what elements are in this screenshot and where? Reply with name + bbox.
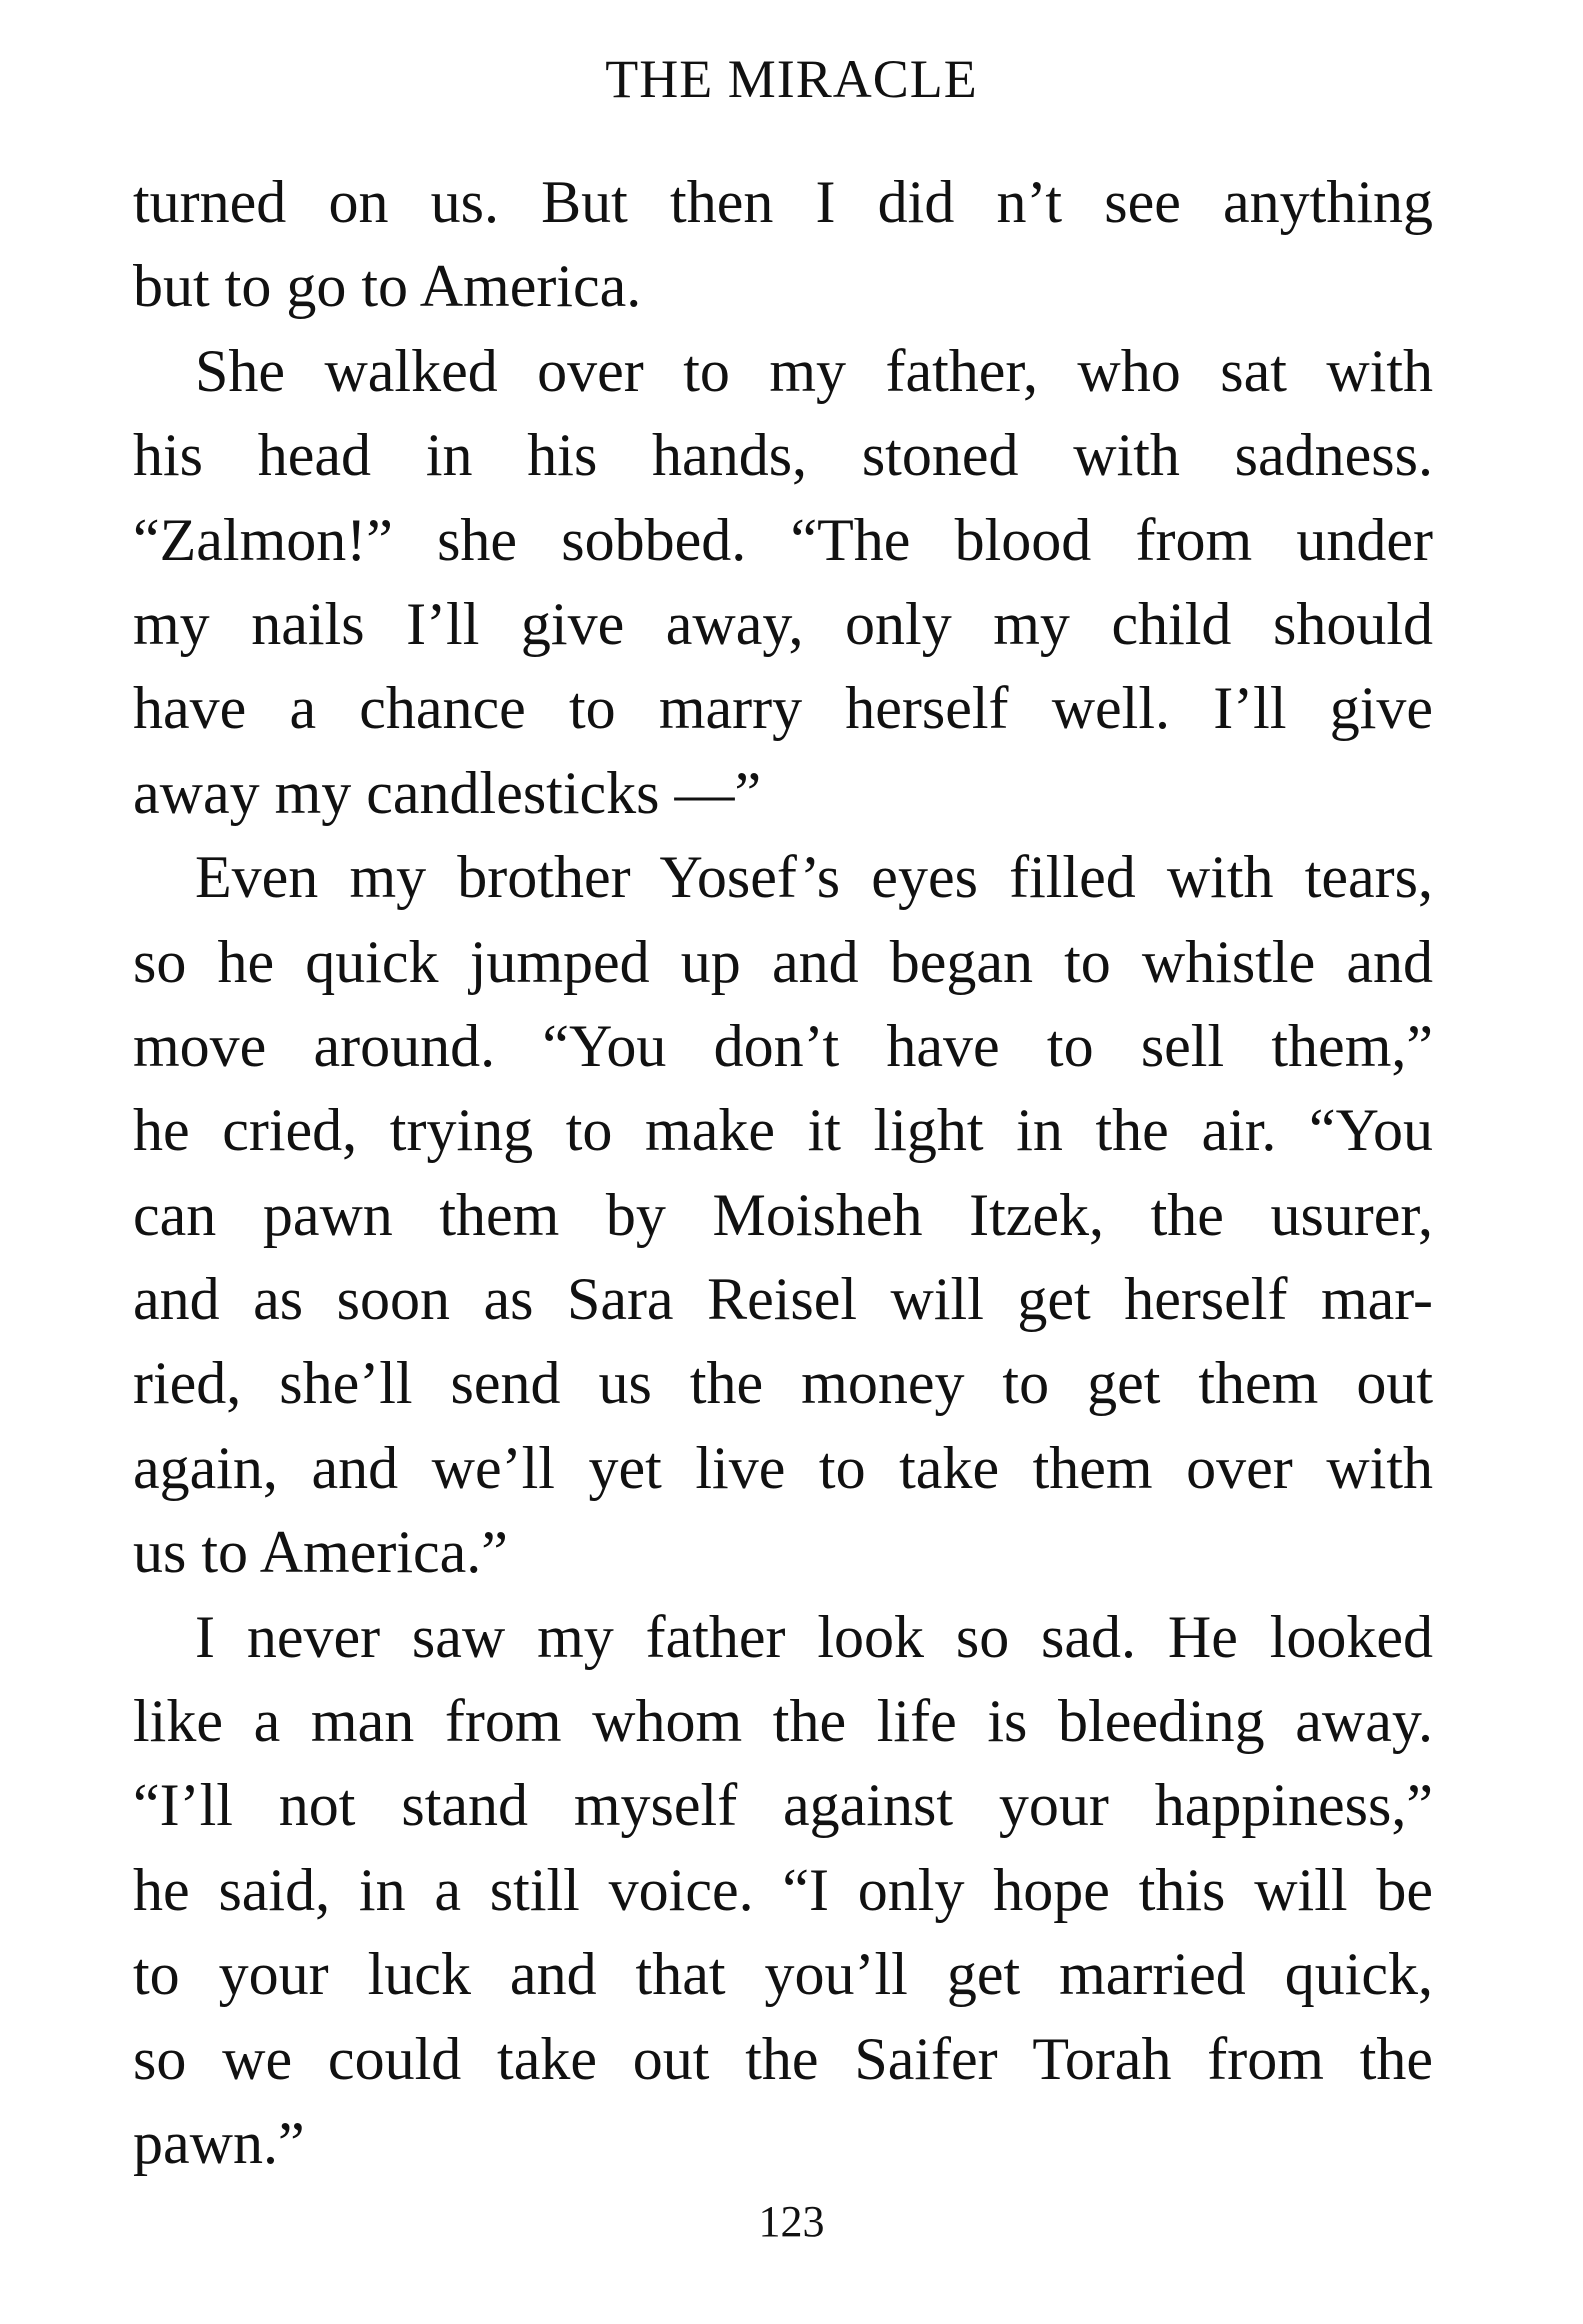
- text-line: and as soon as Sara Reisel will get herself mar-: [133, 1266, 1433, 1333]
- text-line: away my candlesticks —”: [133, 759, 762, 826]
- text-line: so he quick jumped up and began to whistle and: [133, 928, 1433, 995]
- text-line: he said, in a still voice. “I only hope this will be: [133, 1856, 1433, 1923]
- text-line: move around. “You don’t have to sell them,”: [133, 1012, 1433, 1079]
- text-line: his head in his hands, stoned with sadness.: [133, 422, 1433, 489]
- running-head: THE MIRACLE: [605, 49, 978, 109]
- text-line: can pawn them by Moisheh Itzek, the usurer,: [133, 1181, 1433, 1248]
- body-text: [133, 160, 1433, 2185]
- text-line: have a chance to marry herself well. I’ll give: [133, 675, 1433, 742]
- text-line: but to go to America.: [133, 253, 642, 320]
- text-line: She walked over to my father, who sat with: [195, 337, 1433, 404]
- text-line: “Zalmon!” she sobbed. “The blood from under: [133, 506, 1433, 573]
- text-line: like a man from whom the life is bleeding away.: [133, 1688, 1433, 1755]
- text-line: so we could take out the Saifer Torah from the: [133, 2025, 1433, 2092]
- text-line: “I’ll not stand myself against your happiness,”: [133, 1772, 1433, 1839]
- text-line: ried, she’ll send us the money to get them out: [133, 1350, 1433, 1417]
- text-line: to your luck and that you’ll get married quick,: [133, 1941, 1433, 2008]
- text-line: he cried, trying to make it light in the air. “You: [133, 1097, 1433, 1164]
- text-line: again, and we’ll yet live to take them over with: [133, 1434, 1433, 1501]
- text-line: my nails I’ll give away, only my child should: [133, 590, 1433, 657]
- text-line: pawn.”: [133, 2109, 305, 2176]
- text-line: Even my brother Yosef’s eyes filled with tears,: [195, 844, 1433, 911]
- text-line: us to America.”: [133, 1519, 508, 1586]
- text-line: I never saw my father look so sad. He looked: [195, 1603, 1433, 1670]
- page-number: 123: [758, 2197, 825, 2246]
- text-line: turned on us. But then I did n’t see anything: [133, 169, 1433, 235]
